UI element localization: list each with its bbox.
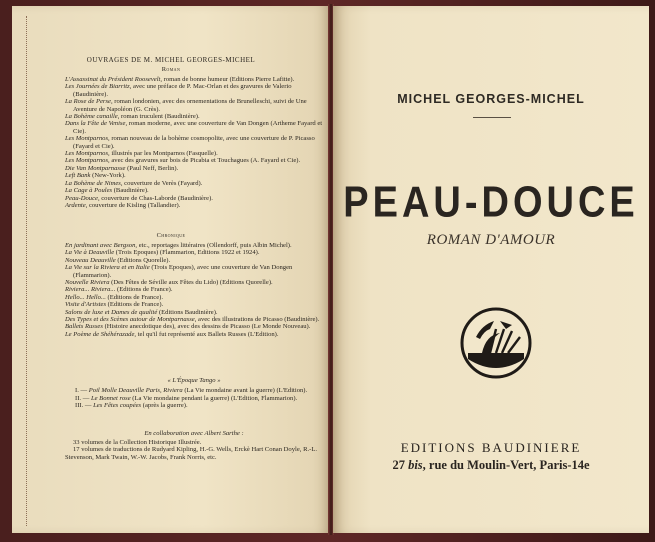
work-title: Les Montparnos <box>65 157 109 165</box>
bibliography-entry <box>65 76 323 83</box>
work-details: , couverture de Chas-Laborde (Baudinière). <box>97 194 213 202</box>
work-title: Riviera... Riviera... <box>65 286 116 294</box>
publisher-name: EDITIONS BAUDINIERE <box>400 440 582 455</box>
work-title: Des Types et des Scènes autour de Montparnasse <box>65 316 195 324</box>
right-page <box>333 6 649 533</box>
bibliography-entry <box>65 301 323 308</box>
work-details: (La Vie mondaine pendant la guerre) (L'Edition, Flammarion). <box>130 394 298 402</box>
divider-rule <box>473 117 511 118</box>
bibliography-entry <box>65 195 323 202</box>
bibliography-entry <box>65 249 323 256</box>
bibliography-entry <box>65 113 323 120</box>
work-details: (Des Fêtes de Séville aux Fêtes du Lido) (Editions Quorelle). <box>109 279 273 287</box>
work-details: , roman nouveau de la bohème cosmopolite, avec une couverture de P. Picasso (Fayard et Cie). <box>73 135 315 150</box>
work-title: La Bohème de Nimes <box>65 179 121 187</box>
work-details: (Editions de France). <box>106 301 164 309</box>
work-title: La Cage à Poules <box>65 187 113 195</box>
collaboration-line: 33 volumes de la Collection Historique Illustrée. <box>73 439 202 446</box>
work-details: , avec des illustrations de Picasso (Baudinière). <box>194 316 320 324</box>
work-details: (Baudinière). <box>112 187 149 195</box>
work-title: La Vie à Deauville <box>65 249 115 257</box>
entry-number: I. — <box>75 387 89 395</box>
work-title: En jardinant avec Bergson <box>65 242 136 249</box>
bibliography-entry <box>65 257 323 264</box>
bibliography-entry <box>65 157 323 164</box>
work-details: , avec une préface de P. Mac-Orlan et des gravures de Valerio (Baudinière). <box>73 83 292 98</box>
bibliography-entry <box>65 165 323 172</box>
bibliography-entry <box>65 172 323 179</box>
work-details: , couverture de Kisling (Tallandier). <box>85 201 181 209</box>
work-details: (Editions de France). <box>115 286 173 294</box>
work-title: Ballets Russes <box>65 323 103 331</box>
bibliography-entry <box>65 187 323 194</box>
entry-number: II. — <box>75 394 91 402</box>
work-details: (Histoire anecdotique des), avec des dessins de Picasso (Le Monde Nouveau). <box>102 323 311 331</box>
work-title: Le Poème de Shéhérazade <box>65 330 135 338</box>
section-heading-chronique: Chronique <box>156 232 186 239</box>
numbered-entry <box>65 402 323 409</box>
work-details: , tel qu'il fut représenté aux Ballets Russes (L'Edition). <box>134 330 279 338</box>
work-details: , roman truculent (Baudinière). <box>117 113 200 121</box>
work-title: Nouvelle Riviera <box>65 279 110 287</box>
work-title: Dans la Fête de Venise <box>65 120 126 128</box>
work-title: La Rose de Perse <box>65 98 111 106</box>
bibliography-entry <box>65 309 323 316</box>
collaboration-line: 17 volumes de traductions de Rudyard Kipling, H.-G. Wells, Erckè Hart Conan Doyle, R.-L. Stevenson, Mark Twain, W.-W. Jacobs, Frank Norris, etc. <box>65 446 318 461</box>
bibliography-entry <box>65 150 323 157</box>
bibliography-entry <box>65 98 323 113</box>
bibliography-entry <box>65 120 323 135</box>
work-title: La Bohème canaille <box>65 113 118 121</box>
bibliography-entry <box>65 323 323 330</box>
work-details: , roman moderne, avec une couverture de Van Dongen (Artheme Fayard et Cie). <box>73 120 323 135</box>
publisher-emblem-icon <box>460 307 532 379</box>
work-title: Le Bonnet rose <box>90 394 131 402</box>
work-title: Les Montparnos <box>65 135 109 143</box>
work-details: (Trois Epoques), avec une couverture de Van Dongen (Flammarion). <box>73 264 293 279</box>
work-details: (Editions Quorelle). <box>115 256 171 264</box>
bibliography-entry <box>65 202 323 209</box>
work-details: , roman de bonne humeur (Editions Pierre Lafitte). <box>160 76 295 83</box>
epoque-caption: « L'Époque Tango » <box>167 377 221 384</box>
work-title: Die Van Montparnasse <box>65 164 126 172</box>
work-title: Poil Molle Deauville Paris, Riviera <box>88 387 183 395</box>
work-title: Les Fêtes coupées <box>93 402 142 410</box>
work-title: Ardente <box>65 201 86 209</box>
work-details: (Trois Epoques) (Flammarion, Editions 1922 et 1924). <box>114 249 260 257</box>
work-details: (Editions Baudinière). <box>157 308 218 316</box>
entry-number: III. — <box>75 402 94 410</box>
work-details: (Paul Neff, Berlin). <box>125 164 179 172</box>
bibliography-entry <box>65 294 323 301</box>
roman-list <box>65 76 323 209</box>
numbered-entry <box>65 387 323 394</box>
work-title: Nouveau Deauville <box>65 256 116 264</box>
work-details: (après la guerre). <box>141 402 188 410</box>
book-subtitle: ROMAN D'AMOUR <box>426 232 556 248</box>
work-details: (New-York). <box>90 172 126 180</box>
work-title: Hello... Hello... <box>65 293 106 301</box>
bibliography-entry <box>65 264 323 279</box>
work-details: , roman londonien, avec des ornementations de Brunelleschi, suivi de Une Aventure de Napoléon (G. Crès). <box>73 98 307 113</box>
work-details: , couverture de Verès (Fayard). <box>120 179 203 187</box>
chronique-list <box>65 242 323 338</box>
work-details: (La Vie mondaine avant la guerre) (L'Edition). <box>182 387 308 395</box>
work-title: Left Bank <box>65 172 91 180</box>
work-title: Visite d'Artistes <box>65 301 107 309</box>
work-title: Les Journées de Biarritz <box>65 83 130 91</box>
numbered-entry <box>65 395 323 402</box>
bibliography-entry <box>65 180 323 187</box>
collaboration-heading: En collaboration avec Albert Sarthe : <box>144 430 244 437</box>
work-details: , illustrés par les Montparnos (Fasquelle). <box>108 150 218 158</box>
work-title: Salons de luxe et Dames de qualité <box>65 308 158 316</box>
work-details: (Editions de France). <box>105 293 163 301</box>
bibliography-entry <box>65 279 323 286</box>
work-title: La Vie sur la Riviera et en Italie <box>65 264 150 272</box>
works-list-title: OUVRAGES DE M. MICHEL GEORGES-MICHEL <box>86 56 256 64</box>
bibliography-entry <box>65 316 323 323</box>
work-details: , etc., reportages littéraires (Ollendorff, puis Albin Michel). <box>135 242 292 249</box>
work-title: Peau-Douce <box>65 194 98 202</box>
book-title: PEAU-DOUCE <box>343 178 639 228</box>
work-details: , avec des gravures sur bois de Picabia et Touchagues (A. Fayard et Cie). <box>108 157 301 165</box>
work-title: L'Assassinat du Président Roosevelt <box>65 76 161 83</box>
author-name: MICHEL GEORGES-MICHEL <box>397 92 585 106</box>
bibliography-entry <box>65 135 323 150</box>
work-title: Les Montparnos <box>65 150 109 158</box>
bibliography-entry <box>65 286 323 293</box>
bibliography-entry <box>65 83 323 98</box>
epoque-tango-block <box>65 377 323 410</box>
collaboration-list <box>65 439 323 461</box>
bibliography-entry <box>65 242 323 249</box>
bibliography-entry <box>65 331 323 338</box>
left-page <box>12 6 330 533</box>
publisher-address: 27 bis, rue du Moulin-Vert, Paris-14e <box>392 458 590 472</box>
section-heading-roman: Roman <box>161 66 181 73</box>
